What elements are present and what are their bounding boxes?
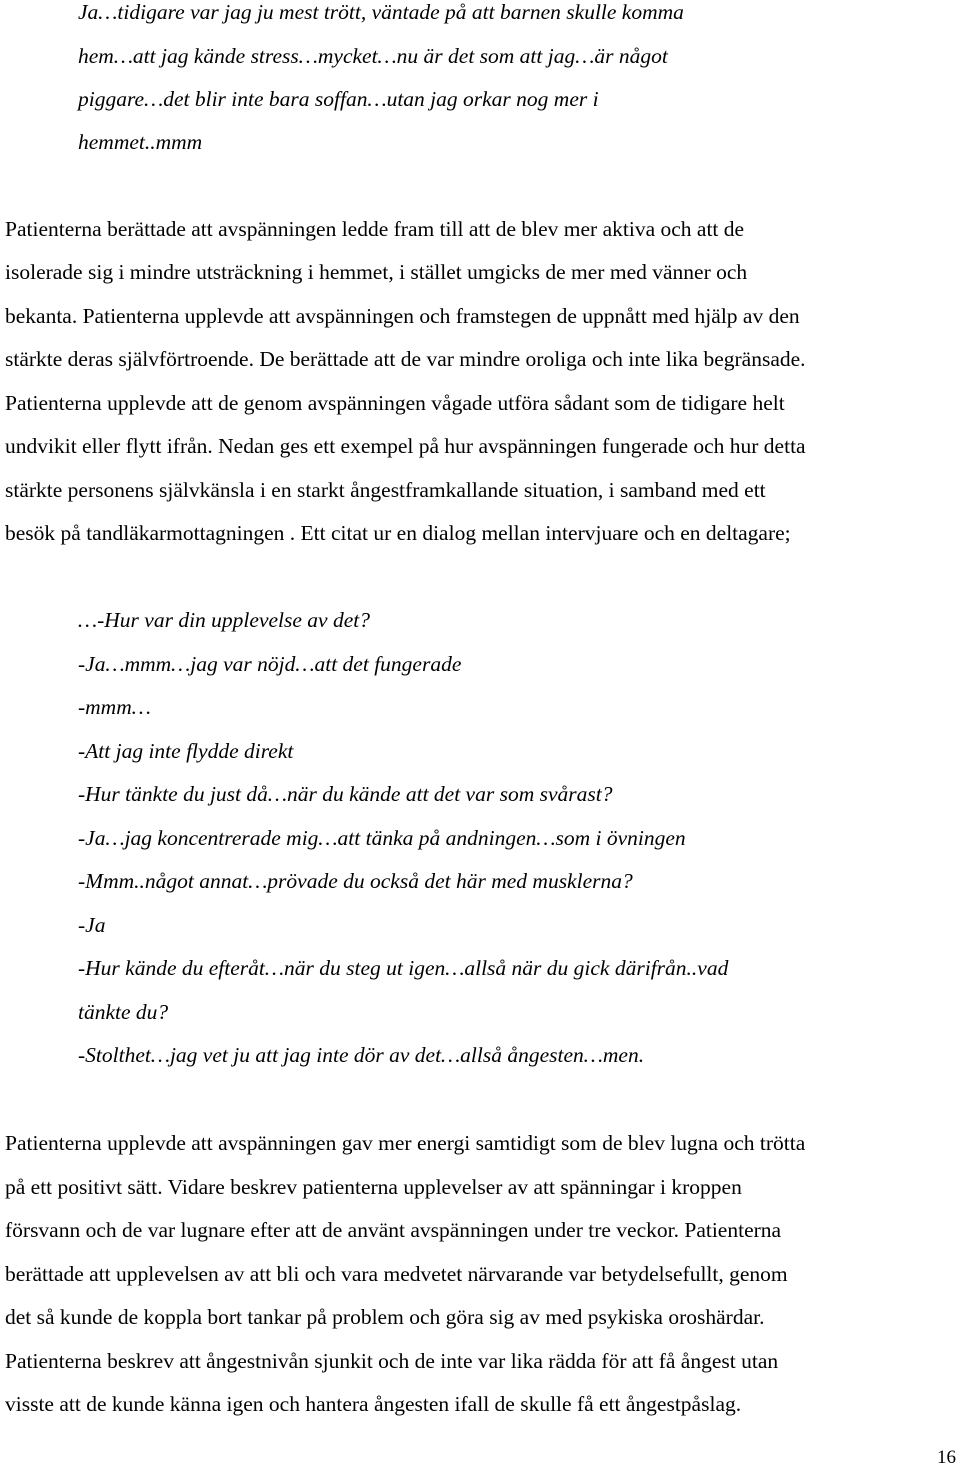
paragraph-line: berättade att upplevelsen av att bli och vara medvetet närvarande var betydelsefullt, genom — [5, 1262, 788, 1286]
paragraph-line: bekanta. Patienterna upplevde att avspänningen och framstegen de uppnått med hjälp av den — [5, 304, 800, 328]
paragraph-line: Patienterna upplevde att avspänningen gav mer energi samtidigt som de blev lugna och trötta — [5, 1131, 806, 1155]
dialog-line: -mmm… — [78, 695, 151, 719]
paragraph-line: stärkte deras självförtroende. De berättade att de var mindre oroliga och inte lika begränsade. — [5, 347, 806, 371]
dialog-line: tänkte du? — [78, 1000, 169, 1024]
paragraph-line: på ett positivt sätt. Vidare beskrev patienterna upplevelser av att spänningar i kroppen — [5, 1175, 742, 1199]
paragraph-line: det så kunde de koppla bort tankar på problem och göra sig av med psykiska oroshärdar. — [5, 1305, 765, 1329]
dialog-line: -Hur kände du efteråt…när du steg ut igen…allså när du gick därifrån..vad — [78, 956, 729, 980]
paragraph-line: Patienterna beskrev att ångestnivån sjunkit och de inte var lika rädda för att få ångest utan — [5, 1349, 779, 1373]
paragraph-line: Patienterna berättade att avspänningen ledde fram till att de blev mer aktiva och att de — [5, 217, 745, 241]
paragraph-line: Patienterna upplevde att de genom avspänningen vågade utföra sådant som de tidigare helt — [5, 391, 785, 415]
dialog-line: -Ja — [78, 913, 106, 937]
page-number: 16 — [937, 1447, 956, 1468]
dialog-line: -Mmm..något annat…prövade du också det här med musklerna? — [78, 869, 633, 893]
dialog-line: …-Hur var din upplevelse av det? — [78, 608, 370, 632]
quote-line: hemmet..mmm — [78, 130, 203, 154]
paragraph-line: besök på tandläkarmottagningen . Ett citat ur en dialog mellan intervjuare och en deltagare; — [5, 521, 791, 545]
dialog-line: -Att jag inte flydde direkt — [78, 739, 294, 763]
dialog-line: -Stolthet…jag vet ju att jag inte dör av det…allså ångesten…men. — [78, 1043, 645, 1067]
dialog-line: -Ja…jag koncentrerade mig…att tänka på andningen…som i övningen — [78, 826, 686, 850]
quote-line: piggare…det blir inte bara soffan…utan jag orkar nog mer i — [78, 87, 599, 111]
quote-line: Ja…tidigare var jag ju mest trött, väntade på att barnen skulle komma — [78, 0, 684, 24]
paragraph-line: isolerade sig i mindre utsträckning i hemmet, i stället umgicks de mer med vänner och — [5, 260, 748, 284]
paragraph-line: stärkte personens självkänsla i en starkt ångestframkallande situation, i samband med ett — [5, 478, 766, 502]
dialog-line: -Hur tänkte du just då…när du kände att det var som svårast? — [78, 782, 613, 806]
paragraph-line: försvann och de var lugnare efter att de använt avspänningen under tre veckor. Patienterna — [5, 1218, 782, 1242]
paragraph-line: visste att de kunde känna igen och hantera ångesten ifall de skulle få ett ångestpåslag. — [5, 1392, 742, 1416]
dialog-line: -Ja…mmm…jag var nöjd…att det fungerade — [78, 652, 462, 676]
quote-line: hem…att jag kände stress…mycket…nu är det som att jag…är något — [78, 44, 668, 68]
paragraph-line: undvikit eller flytt ifrån. Nedan ges ett exempel på hur avspänningen fungerade och hur detta — [5, 434, 806, 458]
